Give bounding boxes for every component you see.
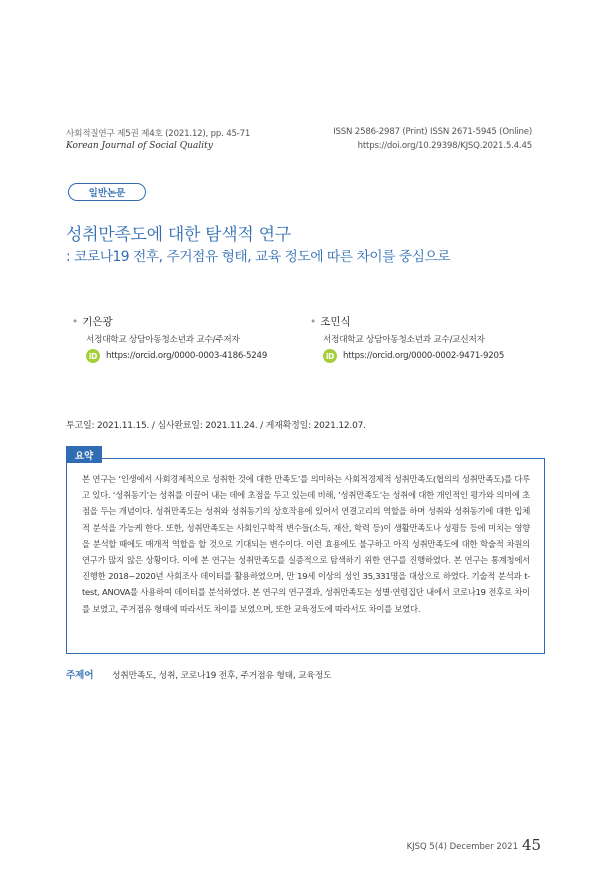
abstract-text: 본 연구는 ‘인생에서 사회경제적으로 성취한 것에 대한 만족도’를 의미하는 사회적경제적 성취만족도(협의의 성취만족도)를 다루고 있다. ‘성취동기’는 성취를 이끌어 내는 데에 초점을 두고 있는데 비해, ‘성취만족도’는 성취에 대한 개인적인 평가와 의미에 초점을 두는 개념이다. 성취만족도는 성취와 성취동기의 상호작용에 있어서 연결고리의 역할을 하며 성취와 성취동기에 대한 입체적 분석을 가능케 한다. 또한, 성취만족도는 사회인구학적 변수들(소득, 재산, 학력 등)이 생활만족도나 성평등 등에 미치는 영향을 분석할 때에도 매개적 역할을 할 것으로 기대되는 변수이다. 이런 효용에도 불구하고 아직 성취만족도에 대한 학술적 차원의 연구가 많지 않은 상황이다. 이에 본 연구는 성취만족도를 실증적으로 탐색하기 위한 연구를 진행하였다. 본 연구는 통계청에서 진행한 2018~2020년 사회조사 데이터를 활용하였으며, 만 19세 이상의 성인 35,331명을 대상으로 하였다. 기술적 분석과 t-test, ANOVA를 사용하여 데이터를 분석하였다. 본 연구의 연구결과, 성취만족도는 성별·연령집단 내에서 코로나19 전후로 차이를 보였고, 주거점유 형태에 따라서도 차이를 보였으며, 또한 교육정도에 따라서도 차이를 보였다. [82,474,530,614]
keywords-text: 성취만족도, 성취, 코로나19 전후, 주거점유 형태, 교육정도 [112,671,332,681]
bullet-icon: • [72,316,79,328]
author-2-orcid-link[interactable]: https://orcid.org/0000-0002-9471-9205 [343,351,505,361]
author-2-affiliation: 서정대학교 상담아동청소년과 교수/교신저자 [323,335,485,345]
doi-link[interactable]: https://doi.org/10.29398/KJSQ.2021.5.4.45 [357,141,532,151]
paper-subtitle: : 코로나19 전후, 주거점유 형태, 교육 정도에 따른 차이를 중심으로 [66,249,451,265]
keywords-label: 주제어 [66,670,94,681]
author-name: 조민식 [320,316,351,328]
bullet-icon: • [310,316,317,328]
author-1-name [72,314,113,329]
abstract-label: 요약 [66,446,102,463]
author-2-name [310,314,351,329]
footer-journal-info: KJSQ 5(4) December 2021 [406,842,518,852]
paper-title: 성취만족도에 대한 탐색적 연구 [66,225,291,245]
issn-line: ISSN 2586-2987 (Print) ISSN 2671-5945 (Online) [333,127,532,137]
author-1-affiliation: 서정대학교 상담아동청소년과 교수/주저자 [86,335,240,345]
category-tag: 일반논문 [68,183,146,201]
submission-dates: 투고일: 2021.11.15. / 심사완료일: 2021.11.24. / 게재확정일: 2021.12.07. [66,421,366,431]
author-name: 기은광 [82,316,113,328]
page-number: 45 [522,836,542,854]
author-1-orcid-link[interactable]: https://orcid.org/0000-0003-4186-5249 [106,351,268,361]
journal-citation: 사회적질연구 제5권 제4호 (2021.12), pp. 45-71 [66,129,251,139]
orcid-icon: iD [323,349,337,363]
orcid-icon: iD [86,349,100,363]
journal-english-title: Korean Journal of Social Quality [66,141,213,151]
abstract-box [66,458,545,654]
